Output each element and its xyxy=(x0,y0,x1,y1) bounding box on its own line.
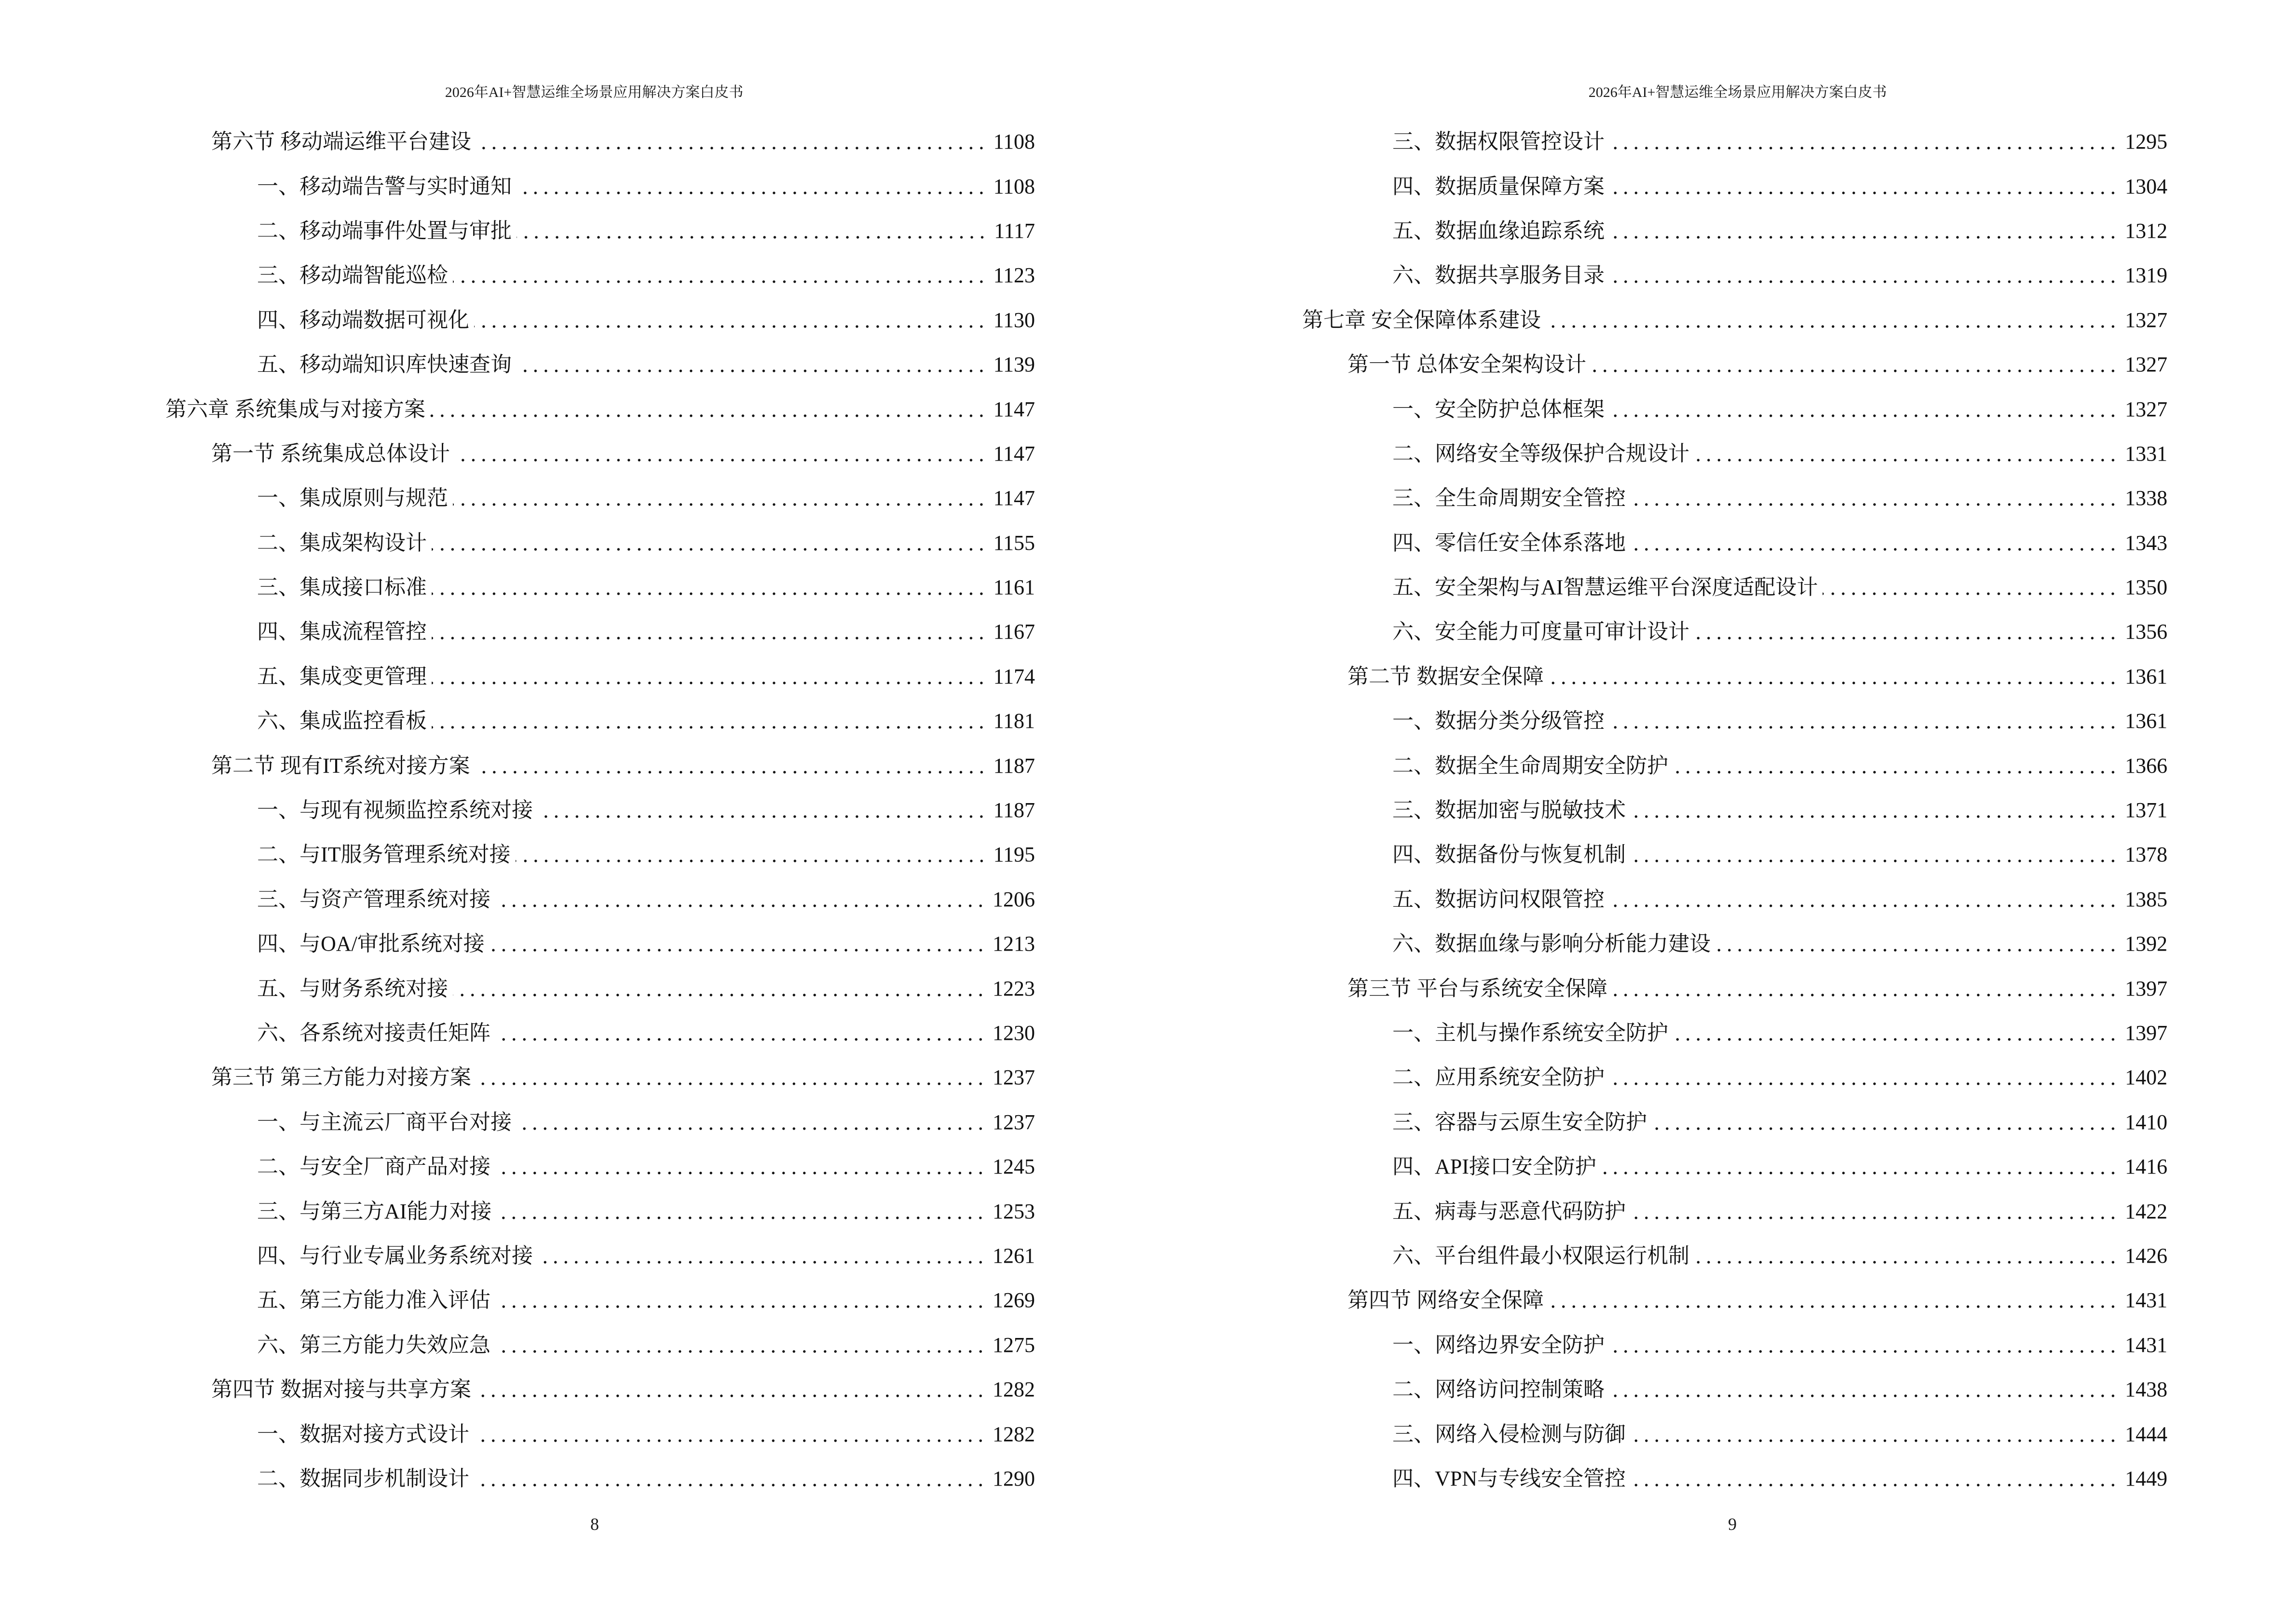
dot-leader xyxy=(476,1375,986,1404)
toc-entry-title: 六、平台组件最小权限运行机制 xyxy=(1392,1242,1694,1270)
dot-leader xyxy=(1612,974,2118,1003)
toc-entry-title: 一、数据分类分级管控 xyxy=(1392,707,1609,736)
toc-entry-item[interactable] xyxy=(1302,610,2167,654)
toc-entry-title: 五、第三方能力准入评估 xyxy=(257,1286,495,1315)
toc-entry-title: 二、数据同步机制设计 xyxy=(257,1464,474,1493)
dot-leader xyxy=(1694,617,2118,646)
toc-entry-page-number: 1213 xyxy=(986,929,1035,958)
dot-leader xyxy=(1609,707,2118,736)
toc-entry-page-number: 1123 xyxy=(987,261,1035,290)
toc-entry-item[interactable] xyxy=(165,298,1035,342)
toc-entry-page-number: 1139 xyxy=(987,350,1035,379)
toc-entry-page-number: 1206 xyxy=(986,885,1035,914)
toc-entry-title: 四、集成流程管控 xyxy=(257,617,432,646)
dot-leader xyxy=(474,1420,986,1449)
toc-entry-page-number: 1269 xyxy=(986,1286,1035,1315)
toc-entry-item[interactable] xyxy=(165,1323,1035,1367)
toc-entry-item[interactable] xyxy=(1302,1367,2167,1412)
dot-leader xyxy=(430,395,987,424)
dot-leader xyxy=(1549,1286,2118,1315)
toc-entry-item[interactable] xyxy=(165,832,1035,877)
running-header: 2026年AI+智慧运维全场景应用解决方案白皮书 xyxy=(445,84,744,100)
dot-leader xyxy=(1609,172,2118,201)
dot-leader xyxy=(1609,1063,2118,1092)
toc-entry-title: 四、VPN与专线安全管控 xyxy=(1392,1464,1631,1493)
toc-entry-page-number: 1378 xyxy=(2118,840,2167,869)
toc-entry-item[interactable] xyxy=(1302,1145,2167,1189)
toc-entry-page-number: 1327 xyxy=(2118,395,2167,424)
dot-leader xyxy=(517,217,987,246)
toc-entry-page-number: 1195 xyxy=(987,840,1035,869)
toc-entry-page-number: 1245 xyxy=(986,1152,1035,1181)
page-number: 9 xyxy=(1728,1515,1737,1534)
toc-entry-title: 四、与行业专属业务系统对接 xyxy=(257,1242,538,1270)
toc-entry-page-number: 1416 xyxy=(2118,1152,2167,1181)
toc-entry-title: 五、安全架构与AI智慧运维平台深度适配设计 xyxy=(1392,573,1823,602)
toc-entry-item[interactable] xyxy=(1302,832,2167,877)
toc-entry-item[interactable] xyxy=(165,1189,1035,1233)
dot-leader xyxy=(517,172,987,201)
toc-entry-title: 一、与现有视频监控系统对接 xyxy=(257,796,538,825)
dot-leader xyxy=(1694,439,2118,468)
dot-leader xyxy=(474,1464,986,1493)
dot-leader xyxy=(1631,484,2118,513)
toc-entry-page-number: 1402 xyxy=(2118,1063,2167,1092)
dot-leader xyxy=(1609,261,2118,290)
dot-leader xyxy=(1631,1420,2118,1449)
toc-entry-title: 二、集成架构设计 xyxy=(257,529,432,558)
toc-entry-item[interactable] xyxy=(1302,699,2167,743)
toc-entry-item[interactable] xyxy=(165,342,1035,387)
toc-entry-title: 二、网络访问控制策略 xyxy=(1392,1375,1609,1404)
dot-leader xyxy=(453,261,987,290)
dot-leader xyxy=(1673,1019,2118,1048)
toc-entry-page-number: 1449 xyxy=(2118,1464,2167,1493)
toc-entry-item[interactable] xyxy=(165,877,1035,922)
dot-leader xyxy=(1609,217,2118,246)
toc-entry-title: 二、网络安全等级保护合规设计 xyxy=(1392,439,1694,468)
toc-entry-item[interactable] xyxy=(165,1011,1035,1055)
toc-entry-page-number: 1295 xyxy=(2118,127,2167,156)
toc-entry-item[interactable] xyxy=(1302,1055,2167,1100)
dot-leader xyxy=(1609,1331,2118,1360)
toc-entry-title: 二、数据全生命周期安全防护 xyxy=(1392,751,1673,780)
toc-entry-title: 第六章 系统集成与对接方案 xyxy=(165,395,430,424)
toc-entry-title: 二、移动端事件处置与审批 xyxy=(257,217,517,246)
toc-entry-page-number: 1397 xyxy=(2118,974,2167,1003)
toc-entry-item[interactable] xyxy=(1302,432,2167,476)
toc-entry-page-number: 1338 xyxy=(2118,484,2167,513)
toc-entry-page-number: 1444 xyxy=(2118,1420,2167,1449)
toc-entry-title: 一、集成原则与规范 xyxy=(257,484,453,513)
dot-leader xyxy=(455,439,987,468)
dot-leader xyxy=(432,573,987,602)
toc-entry-page-number: 1167 xyxy=(987,617,1035,646)
toc-entry-section[interactable] xyxy=(1302,966,2167,1010)
toc-entry-title: 第四节 网络安全保障 xyxy=(1348,1286,1549,1315)
toc-entry-page-number: 1422 xyxy=(2118,1197,2167,1226)
dot-leader xyxy=(432,617,987,646)
toc-entry-page-number: 1108 xyxy=(987,172,1035,201)
toc-entry-title: 一、网络边界安全防护 xyxy=(1392,1331,1609,1360)
dot-leader xyxy=(496,1197,986,1226)
toc-entry-item[interactable] xyxy=(1302,877,2167,922)
toc-entry-title: 第一节 系统集成总体设计 xyxy=(211,439,455,468)
toc-entry-section[interactable] xyxy=(165,1367,1035,1412)
dot-leader xyxy=(475,751,987,780)
toc-entry-page-number: 1343 xyxy=(2118,529,2167,558)
running-header: 2026年AI+智慧运维全场景应用解决方案白皮书 xyxy=(1588,84,1887,100)
toc-entry-item[interactable] xyxy=(1302,922,2167,966)
page-right xyxy=(1144,0,2287,1624)
toc-entry-page-number: 1130 xyxy=(987,306,1035,335)
toc-entry-page-number: 1397 xyxy=(2118,1019,2167,1048)
dot-leader xyxy=(476,1063,986,1092)
toc-entry-section[interactable] xyxy=(165,743,1035,788)
toc-entry-page-number: 1147 xyxy=(987,439,1035,468)
toc-entry-section[interactable] xyxy=(1302,1278,2167,1323)
toc-entry-page-number: 1275 xyxy=(986,1331,1035,1360)
toc-entry-title: 三、移动端智能巡检 xyxy=(257,261,453,290)
toc-entry-page-number: 1366 xyxy=(2118,751,2167,780)
dot-leader xyxy=(495,1019,986,1048)
dot-leader xyxy=(495,885,986,914)
toc-entry-section[interactable] xyxy=(165,120,1035,164)
table-of-contents xyxy=(165,120,1035,1501)
dot-leader xyxy=(1652,1108,2118,1137)
toc-entry-title: 三、与资产管理系统对接 xyxy=(257,885,495,914)
dot-leader xyxy=(1631,1197,2118,1226)
toc-entry-item[interactable] xyxy=(1302,743,2167,788)
dot-leader xyxy=(1546,306,2118,335)
toc-entry-item[interactable] xyxy=(1302,1189,2167,1233)
dot-leader xyxy=(1609,1375,2118,1404)
dot-leader xyxy=(453,974,986,1003)
toc-entry-page-number: 1431 xyxy=(2118,1286,2167,1315)
toc-entry-title: 三、与第三方AI能力对接 xyxy=(257,1197,496,1226)
toc-entry-page-number: 1237 xyxy=(986,1108,1035,1137)
dot-leader xyxy=(495,1286,986,1315)
toc-entry-title: 一、主机与操作系统安全防护 xyxy=(1392,1019,1673,1048)
toc-entry-chapter[interactable] xyxy=(165,387,1035,431)
dot-leader xyxy=(432,529,987,558)
toc-entry-item[interactable] xyxy=(1302,521,2167,565)
toc-entry-title: 三、数据权限管控设计 xyxy=(1392,127,1609,156)
toc-entry-section[interactable] xyxy=(1302,342,2167,387)
toc-entry-section[interactable] xyxy=(165,432,1035,476)
toc-entry-item[interactable] xyxy=(1302,209,2167,253)
toc-entry-title: 二、与安全厂商产品对接 xyxy=(257,1152,495,1181)
dot-leader xyxy=(1609,127,2118,156)
toc-entry-item[interactable] xyxy=(165,1412,1035,1456)
toc-entry-page-number: 1261 xyxy=(986,1242,1035,1270)
toc-entry-item[interactable] xyxy=(165,922,1035,966)
toc-entry-item[interactable] xyxy=(165,610,1035,654)
toc-entry-title: 六、安全能力可度量可审计设计 xyxy=(1392,617,1694,646)
toc-entry-title: 六、数据血缘与影响分析能力建设 xyxy=(1392,929,1715,958)
toc-entry-title: 三、数据加密与脱敏技术 xyxy=(1392,796,1631,825)
toc-entry-title: 第四节 数据对接与共享方案 xyxy=(211,1375,476,1404)
toc-entry-item[interactable] xyxy=(165,164,1035,208)
toc-entry-item[interactable] xyxy=(1302,1234,2167,1278)
page-number: 8 xyxy=(590,1515,599,1534)
toc-entry-page-number: 1361 xyxy=(2118,662,2167,691)
toc-entry-title: 四、与OA/审批系统对接 xyxy=(257,929,490,958)
toc-entry-page-number: 1282 xyxy=(986,1420,1035,1449)
toc-entry-title: 五、移动端知识库快速查询 xyxy=(257,350,517,379)
toc-entry-title: 三、容器与云原生安全防护 xyxy=(1392,1108,1652,1137)
dot-leader xyxy=(495,1331,986,1360)
toc-entry-chapter[interactable] xyxy=(1302,298,2167,342)
toc-entry-item[interactable] xyxy=(165,476,1035,520)
toc-entry-item[interactable] xyxy=(1302,1323,2167,1367)
toc-entry-title: 四、API接口安全防护 xyxy=(1392,1152,1601,1181)
toc-entry-item[interactable] xyxy=(1302,120,2167,164)
toc-entry-page-number: 1181 xyxy=(987,707,1035,736)
toc-entry-title: 一、与主流云厂商平台对接 xyxy=(257,1108,517,1137)
toc-entry-page-number: 1108 xyxy=(987,127,1035,156)
toc-entry-page-number: 1253 xyxy=(986,1197,1035,1226)
toc-entry-title: 第二节 现有IT系统对接方案 xyxy=(211,751,475,780)
toc-entry-page-number: 1356 xyxy=(2118,617,2167,646)
toc-entry-item[interactable] xyxy=(1302,1457,2167,1501)
toc-entry-item[interactable] xyxy=(165,699,1035,743)
toc-entry-title: 第一节 总体安全架构设计 xyxy=(1348,350,1591,379)
toc-entry-page-number: 1350 xyxy=(2118,573,2167,602)
toc-entry-title: 五、数据访问权限管控 xyxy=(1392,885,1609,914)
dot-leader xyxy=(1673,751,2118,780)
dot-leader xyxy=(453,484,987,513)
dot-leader xyxy=(474,306,987,335)
toc-entry-item[interactable] xyxy=(165,1145,1035,1189)
dot-leader xyxy=(490,929,986,958)
dot-leader xyxy=(1631,840,2118,869)
dot-leader xyxy=(1823,573,2118,602)
toc-entry-page-number: 1438 xyxy=(2118,1375,2167,1404)
toc-entry-title: 六、各系统对接责任矩阵 xyxy=(257,1019,495,1048)
dot-leader xyxy=(517,1108,986,1137)
toc-entry-page-number: 1361 xyxy=(2118,707,2167,736)
toc-entry-page-number: 1385 xyxy=(2118,885,2167,914)
toc-entry-title: 二、应用系统安全防护 xyxy=(1392,1063,1609,1092)
dot-leader xyxy=(1609,395,2118,424)
toc-entry-page-number: 1147 xyxy=(987,395,1035,424)
toc-entry-title: 三、网络入侵检测与防御 xyxy=(1392,1420,1631,1449)
toc-entry-title: 一、移动端告警与实时通知 xyxy=(257,172,517,201)
toc-entry-item[interactable] xyxy=(165,1100,1035,1145)
dot-leader xyxy=(538,1242,986,1270)
toc-entry-title: 四、移动端数据可视化 xyxy=(257,306,474,335)
dot-leader xyxy=(432,662,987,691)
dot-leader xyxy=(1631,529,2118,558)
toc-entry-page-number: 1230 xyxy=(986,1019,1035,1048)
toc-entry-item[interactable] xyxy=(165,655,1035,699)
toc-entry-title: 第二节 数据安全保障 xyxy=(1348,662,1549,691)
toc-entry-item[interactable] xyxy=(1302,788,2167,832)
dot-leader xyxy=(432,707,987,736)
dot-leader xyxy=(1601,1152,2118,1181)
toc-entry-title: 四、数据质量保障方案 xyxy=(1392,172,1609,201)
table-of-contents xyxy=(1302,120,2167,1501)
toc-entry-item[interactable] xyxy=(1302,164,2167,208)
toc-entry-section[interactable] xyxy=(165,1055,1035,1100)
toc-entry-title: 第三节 平台与系统安全保障 xyxy=(1348,974,1612,1003)
toc-entry-title: 四、数据备份与恢复机制 xyxy=(1392,840,1631,869)
toc-entry-page-number: 1223 xyxy=(986,974,1035,1003)
dot-leader xyxy=(1609,885,2118,914)
toc-entry-title: 四、零信任安全体系落地 xyxy=(1392,529,1631,558)
toc-entry-item[interactable] xyxy=(1302,1412,2167,1456)
toc-entry-page-number: 1237 xyxy=(986,1063,1035,1092)
toc-entry-page-number: 1431 xyxy=(2118,1331,2167,1360)
toc-entry-page-number: 1371 xyxy=(2118,796,2167,825)
toc-entry-title: 一、数据对接方式设计 xyxy=(257,1420,474,1449)
toc-entry-item[interactable] xyxy=(165,966,1035,1010)
toc-entry-item[interactable] xyxy=(165,1234,1035,1278)
toc-entry-page-number: 1187 xyxy=(987,796,1035,825)
toc-entry-title: 六、数据共享服务目录 xyxy=(1392,261,1609,290)
toc-entry-item[interactable] xyxy=(1302,253,2167,298)
toc-entry-item[interactable] xyxy=(165,1457,1035,1501)
toc-entry-page-number: 1282 xyxy=(986,1375,1035,1404)
toc-entry-title: 一、安全防护总体框架 xyxy=(1392,395,1609,424)
dot-leader xyxy=(1631,1464,2118,1493)
toc-entry-page-number: 1290 xyxy=(986,1464,1035,1493)
toc-entry-page-number: 1331 xyxy=(2118,439,2167,468)
toc-entry-title: 第六节 移动端运维平台建设 xyxy=(211,127,476,156)
toc-entry-title: 五、数据血缘追踪系统 xyxy=(1392,217,1609,246)
toc-entry-page-number: 1327 xyxy=(2118,306,2167,335)
dot-leader xyxy=(476,127,987,156)
toc-entry-title: 第七章 安全保障体系建设 xyxy=(1302,306,1546,335)
toc-entry-title: 三、集成接口标准 xyxy=(257,573,432,602)
toc-entry-title: 第三节 第三方能力对接方案 xyxy=(211,1063,476,1092)
toc-entry-item[interactable] xyxy=(165,1278,1035,1323)
toc-entry-page-number: 1117 xyxy=(987,217,1035,246)
dot-leader xyxy=(1591,350,2118,379)
toc-entry-page-number: 1327 xyxy=(2118,350,2167,379)
toc-entry-page-number: 1426 xyxy=(2118,1242,2167,1270)
toc-entry-title: 六、集成监控看板 xyxy=(257,707,432,736)
toc-entry-page-number: 1312 xyxy=(2118,217,2167,246)
toc-entry-item[interactable] xyxy=(1302,476,2167,520)
toc-entry-item[interactable] xyxy=(165,565,1035,610)
dot-leader xyxy=(1715,929,2118,958)
toc-entry-item[interactable] xyxy=(1302,1011,2167,1055)
toc-entry-item[interactable] xyxy=(165,209,1035,253)
dot-leader xyxy=(1549,662,2118,691)
toc-entry-item[interactable] xyxy=(165,788,1035,832)
toc-entry-page-number: 1155 xyxy=(987,529,1035,558)
dot-leader xyxy=(1694,1242,2118,1270)
toc-entry-title: 五、病毒与恶意代码防护 xyxy=(1392,1197,1631,1226)
toc-entry-page-number: 1392 xyxy=(2118,929,2167,958)
dot-leader xyxy=(516,840,987,869)
toc-entry-item[interactable] xyxy=(1302,1100,2167,1145)
toc-entry-page-number: 1319 xyxy=(2118,261,2167,290)
toc-entry-item[interactable] xyxy=(165,253,1035,298)
dot-leader xyxy=(1631,796,2118,825)
toc-entry-page-number: 1304 xyxy=(2118,172,2167,201)
toc-entry-title: 三、全生命周期安全管控 xyxy=(1392,484,1631,513)
toc-entry-page-number: 1187 xyxy=(987,751,1035,780)
toc-entry-page-number: 1161 xyxy=(987,573,1035,602)
dot-leader xyxy=(517,350,987,379)
toc-entry-title: 五、与财务系统对接 xyxy=(257,974,453,1003)
dot-leader xyxy=(538,796,987,825)
toc-entry-title: 五、集成变更管理 xyxy=(257,662,432,691)
toc-entry-item[interactable] xyxy=(1302,387,2167,431)
toc-entry-page-number: 1147 xyxy=(987,484,1035,513)
toc-entry-page-number: 1174 xyxy=(987,662,1035,691)
toc-entry-section[interactable] xyxy=(1302,655,2167,699)
toc-entry-title: 六、第三方能力失效应急 xyxy=(257,1331,495,1360)
toc-entry-title: 二、与IT服务管理系统对接 xyxy=(257,840,516,869)
toc-entry-page-number: 1410 xyxy=(2118,1108,2167,1137)
dot-leader xyxy=(495,1152,986,1181)
toc-entry-item[interactable] xyxy=(1302,565,2167,610)
toc-entry-item[interactable] xyxy=(165,521,1035,565)
